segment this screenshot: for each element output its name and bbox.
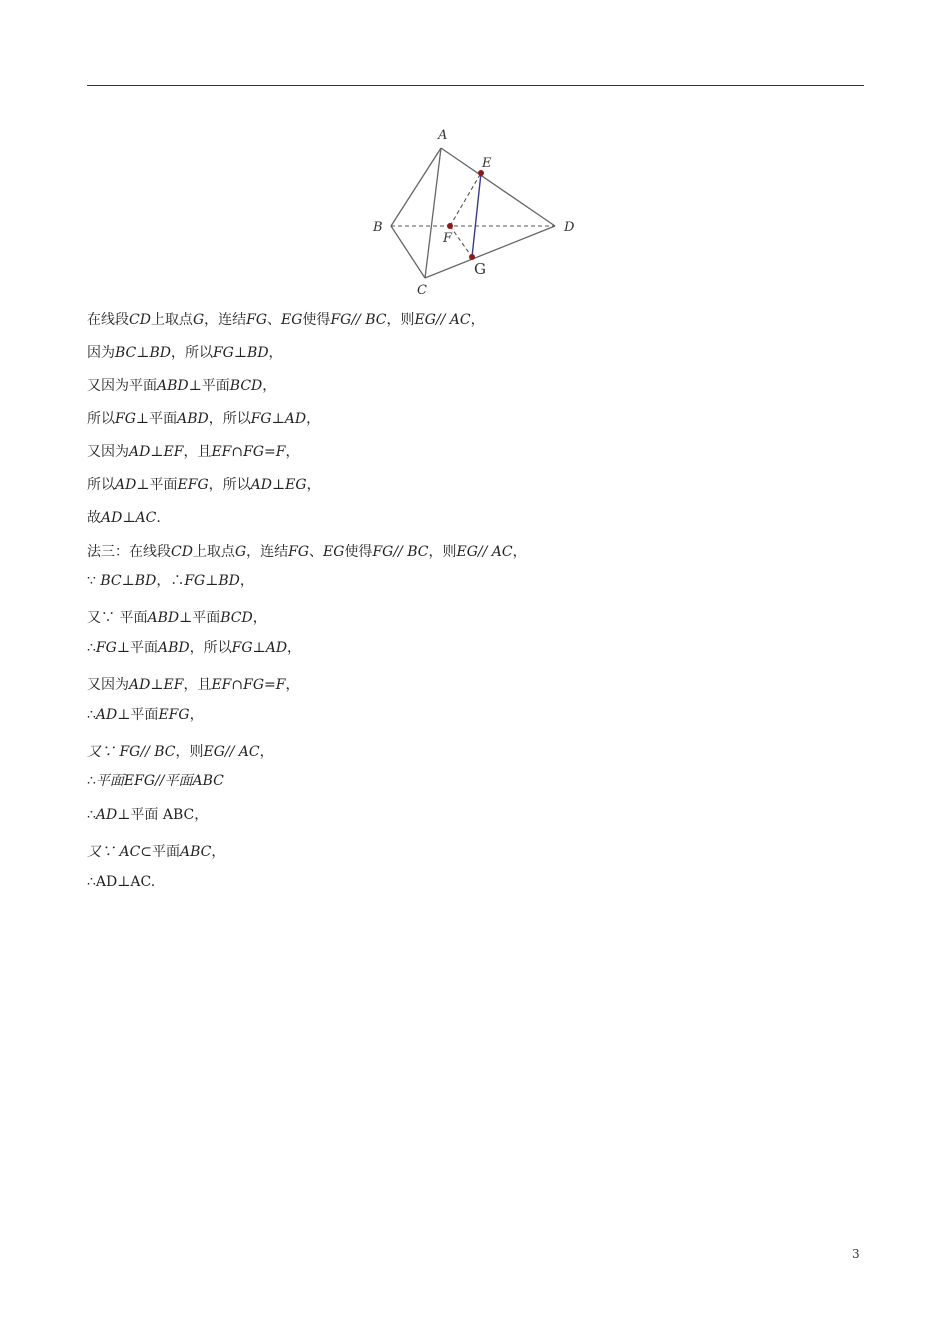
proof-line-10: 又∵ 平面ABD⊥平面BCD， [87, 610, 267, 626]
proof-line-9: ∵ BC⊥BD，∴FG⊥BD， [87, 573, 254, 589]
label-e: E [482, 156, 492, 171]
proof-line-12: 又因为AD⊥EF，且EF∩FG=F， [87, 677, 300, 693]
proof-line-3: 又因为平面ABD⊥平面BCD， [87, 378, 277, 394]
proof-line-18: ∴AD⊥AC. [87, 874, 156, 890]
tetrahedron-diagram [368, 122, 583, 300]
edge-ab [391, 148, 441, 226]
edge-ad [441, 148, 555, 226]
proof-line-6: 所以AD⊥平面EFG，所以AD⊥EG， [87, 477, 321, 493]
edge-ac [425, 148, 441, 278]
tetrahedron-figure [368, 122, 583, 300]
proof-line-7: 故AD⊥AC. [87, 510, 161, 526]
page-number: 3 [852, 1247, 860, 1261]
label-a: A [438, 128, 448, 143]
segment-fg-dashed [450, 226, 472, 257]
proof-line-16: ∴AD⊥平面 ABC， [87, 807, 209, 823]
label-d: D [564, 220, 575, 235]
proof-line-15: ∴平面EFG//平面ABC [87, 773, 224, 789]
proof-line-1: 在线段CD上取点G，连结FG、EG使得FG// BC，则EG// AC， [87, 312, 485, 328]
proof-line-14: 又∵ FG// BC，则EG// AC， [87, 744, 274, 760]
proof-line-2: 因为BC⊥BD，所以FG⊥BD， [87, 345, 283, 361]
proof-line-5: 又因为AD⊥EF，且EF∩FG=F， [87, 444, 300, 460]
label-f: F [443, 231, 453, 246]
segment-eg [472, 173, 481, 257]
header-rule [87, 85, 864, 86]
label-b: B [373, 220, 383, 235]
proof-line-8: 法三：在线段CD上取点G，连结FG、EG使得FG// BC，则EG// AC， [87, 544, 527, 560]
proof-line-11: ∴FG⊥平面ABD，所以FG⊥AD， [87, 640, 302, 656]
edge-bc [391, 226, 425, 278]
label-c: C [417, 283, 427, 298]
proof-line-13: ∴AD⊥平面EFG， [87, 707, 204, 723]
proof-line-17: 又∵ AC⊂平面ABC， [87, 844, 226, 860]
proof-line-4: 所以FG⊥平面ABD，所以FG⊥AD， [87, 411, 321, 427]
label-g: G [474, 260, 486, 278]
point-f [447, 223, 453, 229]
